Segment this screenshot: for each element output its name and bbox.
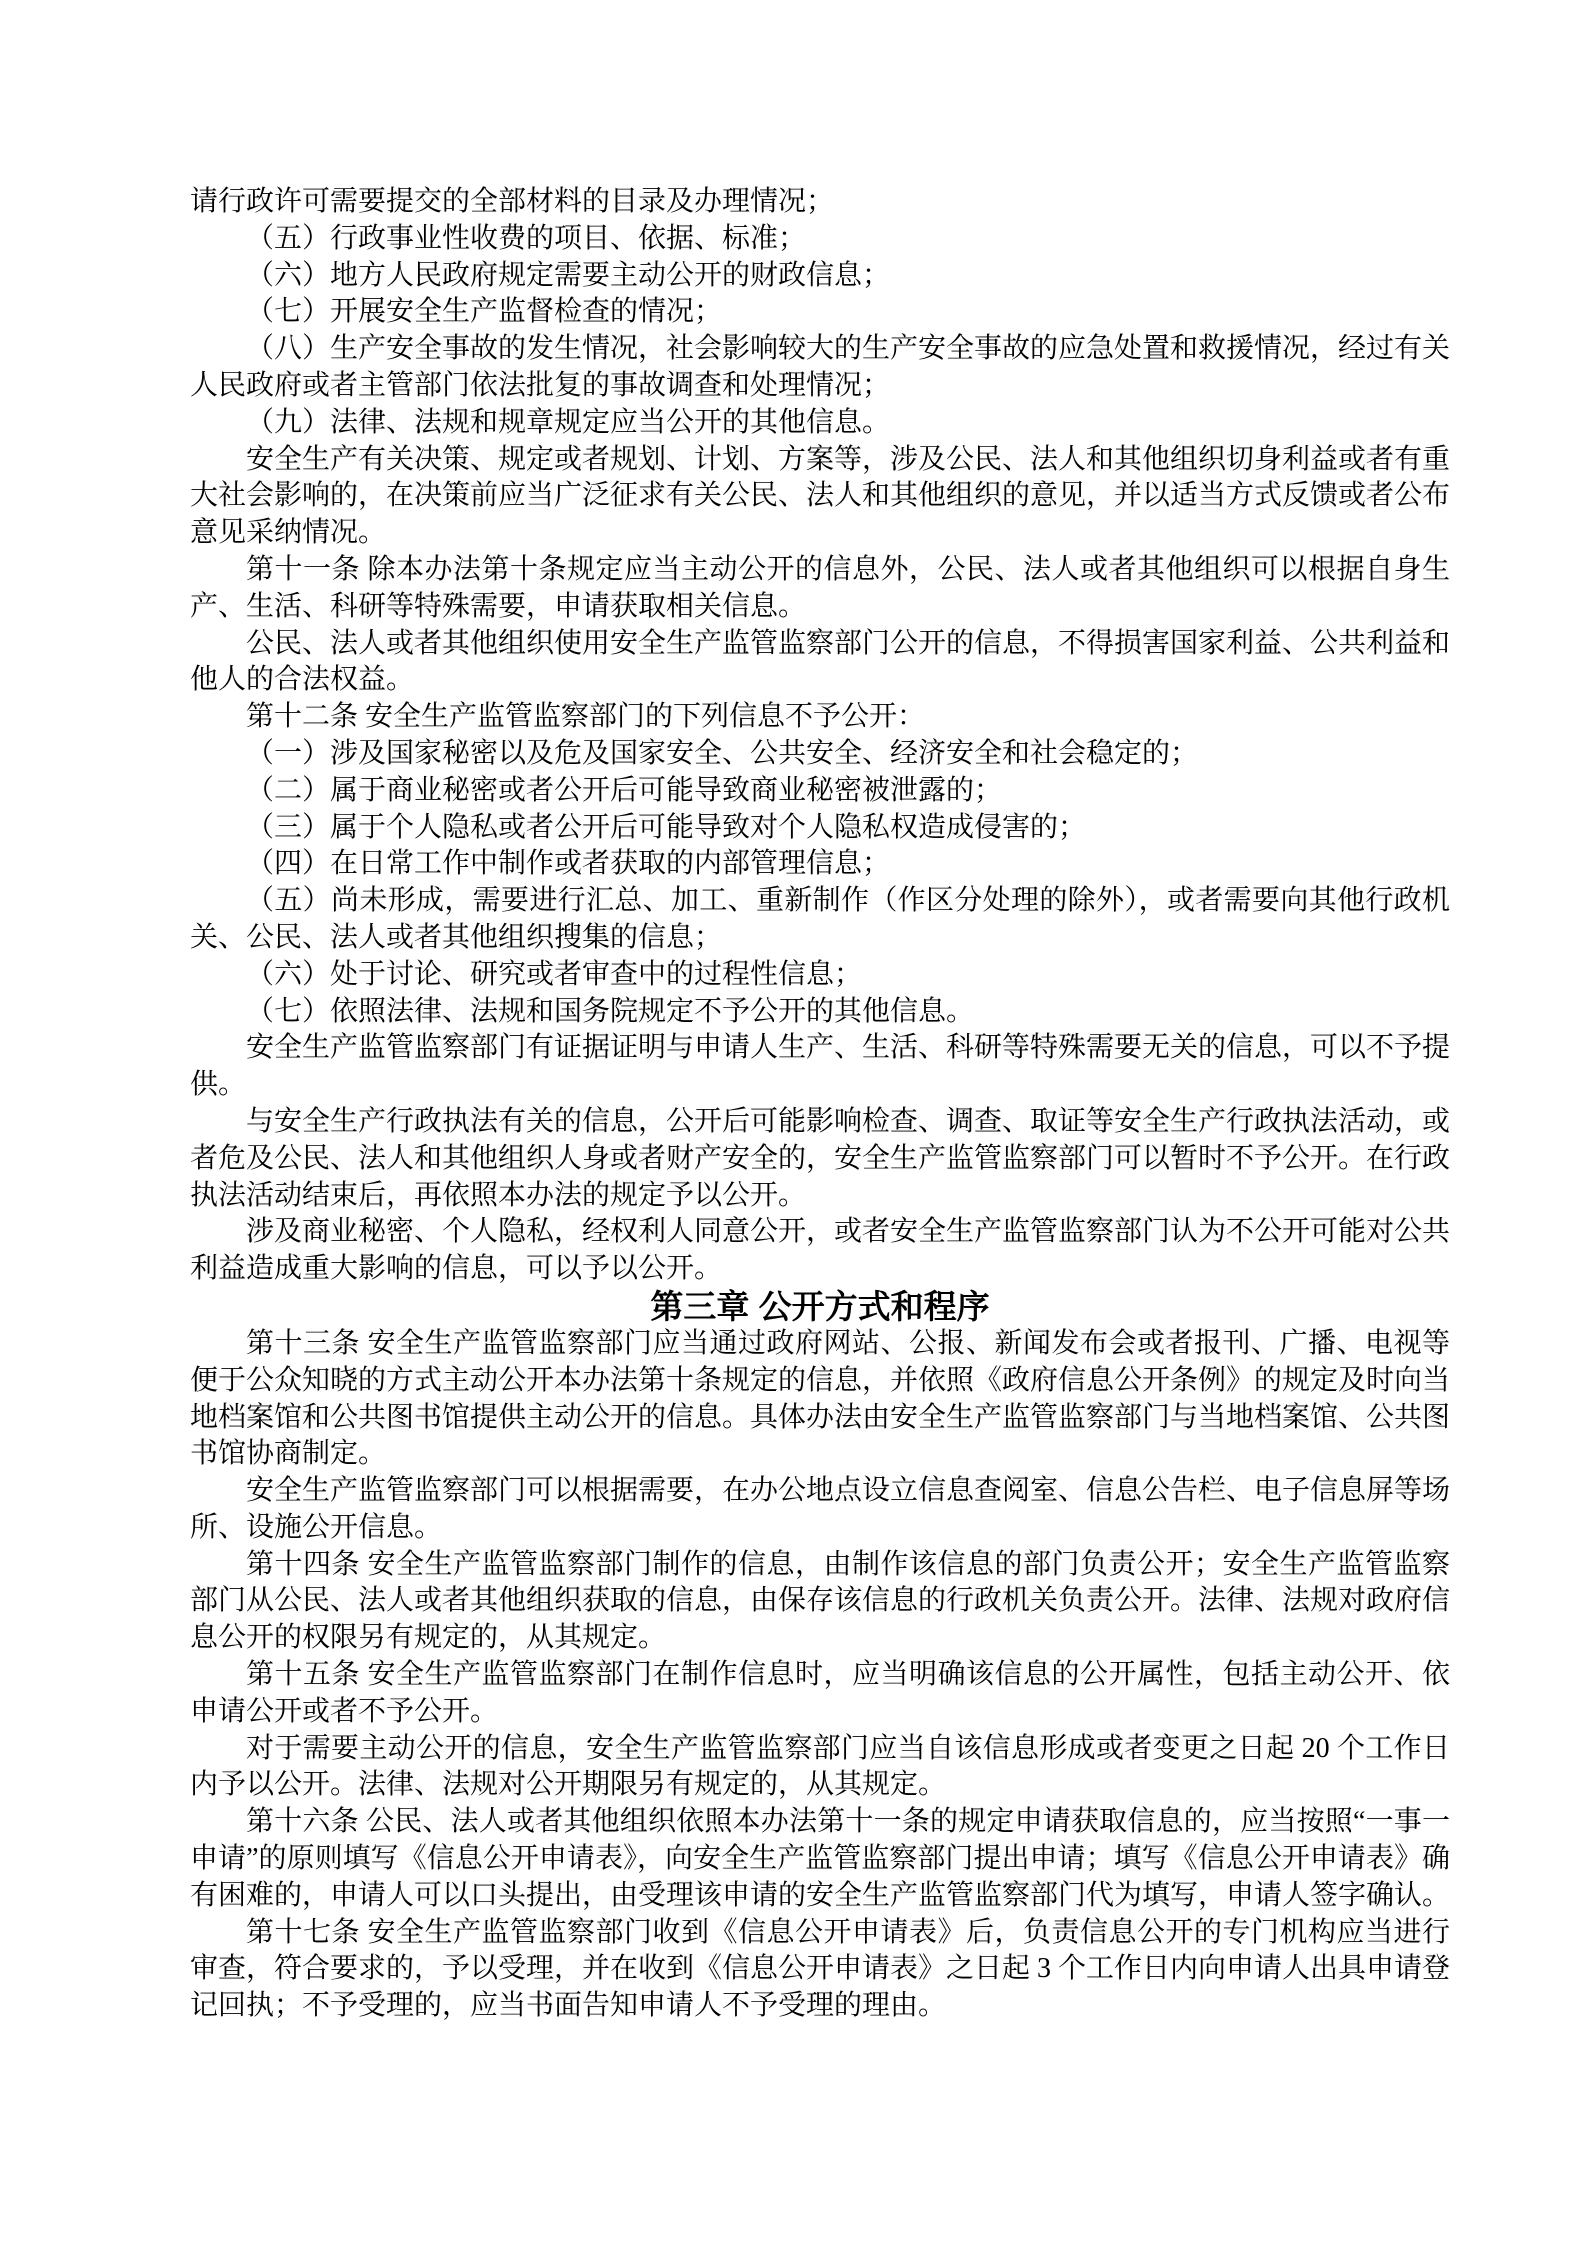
- article-12-item-3: （三）属于个人隐私或者公开后可能导致对个人隐私权造成侵害的；: [246, 811, 1087, 843]
- article-13: 第十三条 安全生产监管监察部门应当通过政府网站、公报、新闻发布会或者报刊、广播、电视等便于公众知晓的方式主动公开本办法第十条规定的信息，并依照《政府信息公开条例》的规定及时向当地档案馆和公共图书馆提供主动公开的信息。具体办法由安全生产监管监察部门与当地档案馆、公共图书馆协商制定。: [190, 1327, 1451, 1470]
- article-15: 第十五条 安全生产监管监察部门在制作信息时，应当明确该信息的公开属性，包括主动公开、依申请公开或者不予公开。: [190, 1659, 1450, 1727]
- paragraph-evidence-unrelated: 安全生产监管监察部门有证据证明与申请人生产、生活、科研等特殊需要无关的信息，可以不予提供。: [190, 1032, 1451, 1101]
- clause-5: （五）行政事业性收费的项目、依据、标准；: [246, 222, 807, 254]
- article-11: 第十一条 除本办法第十条规定应当主动公开的信息外，公民、法人或者其他组织可以根据自身生产、生活、科研等特殊需要，申请获取相关信息。: [190, 553, 1450, 622]
- article-13-paragraph-2: 安全生产监管监察部门可以根据需要，在办公地点设立信息查阅室、信息公告栏、电子信息屏等场所、设施公开信息。: [190, 1475, 1451, 1543]
- article-12-item-6: （六）处于讨论、研究或者审查中的过程性信息；: [246, 958, 863, 990]
- clause-7: （七）开展安全生产监督检查的情况；: [246, 296, 723, 328]
- article-12-item-2: （二）属于商业秘密或者公开后可能导致商业秘密被泄露的；: [246, 774, 1003, 806]
- clause-8: （八）生产安全事故的发生情况，社会影响较大的生产安全事故的应急处置和救援情况，经过有关人民政府或者主管部门依法批复的事故调查和处理情况；: [190, 333, 1451, 401]
- article-11-paragraph-2: 公民、法人或者其他组织使用安全生产监管监察部门公开的信息，不得损害国家利益、公共利益和他人的合法权益。: [190, 627, 1451, 696]
- document-page: [190, 184, 1450, 2025]
- paragraph-consent-disclosure: 涉及商业秘密、个人隐私，经权利人同意公开，或者安全生产监管监察部门认为不公开可能对公共利益造成重大影响的信息，可以予以公开。: [190, 1216, 1451, 1285]
- article-12-item-1: （一）涉及国家秘密以及危及国家安全、公共安全、经济安全和社会稳定的；: [246, 737, 1199, 769]
- paragraph-enforcement-info: 与安全生产行政执法有关的信息，公开后可能影响检查、调查、取证等安全生产行政执法活动，或者危及公民、法人和其他组织人身或者财产安全的，安全生产监管监察部门可以暂时不予公开。在行政执法活动结束后，再依照本办法的规定予以公开。: [190, 1105, 1451, 1211]
- clause-6: （六）地方人民政府规定需要主动公开的财政信息；: [246, 259, 891, 291]
- article-12-item-5: （五）尚未形成，需要进行汇总、加工、重新制作（作区分处理的除外），或者需要向其他行政机关、公民、法人或者其他组织搜集的信息；: [190, 885, 1450, 953]
- article-12: 第十二条 安全生产监管监察部门的下列信息不予公开：: [246, 701, 926, 733]
- chapter-3-heading: 第三章 公开方式和程序: [650, 1287, 990, 1325]
- article-17: 第十七条 安全生产监管监察部门收到《信息公开申请表》后，负责信息公开的专门机构应当进行审查，符合要求的，予以受理，并在收到《信息公开申请表》之日起 3 个工作日内向申请人出具申请登记回执；不予受理的，应当书面告知申请人不予受理的理由。: [190, 1916, 1451, 2022]
- article-14: 第十四条 安全生产监管监察部门制作的信息，由制作该信息的部门负责公开；安全生产监管监察部门从公民、法人或者其他组织获取的信息，由保存该信息的行政机关负责公开。法律、法规对政府信息公开的权限另有规定的，从其规定。: [190, 1548, 1451, 1654]
- paragraph-decision-feedback: 安全生产有关决策、规定或者规划、计划、方案等，涉及公民、法人和其他组织切身利益或者有重大社会影响的，在决策前应当广泛征求有关公民、法人和其他组织的意见，并以适当方式反馈或者公布意见采纳情况。: [190, 443, 1451, 549]
- continuation-paragraph: 请行政许可需要提交的全部材料的目录及办理情况；: [190, 186, 835, 217]
- article-15-paragraph-2: 对于需要主动公开的信息，安全生产监管监察部门应当自该信息形成或者变更之日起 20 个工作日内予以公开。法律、法规对公开期限另有规定的，从其规定。: [190, 1732, 1450, 1801]
- article-16: 第十六条 公民、法人或者其他组织依照本办法第十一条的规定申请获取信息的，应当按照“一事一申请”的原则填写《信息公开申请表》，向安全生产监管监察部门提出申请；填写《信息公开申请表》确有困难的，申请人可以口头提出，由受理该申请的安全生产监管监察部门代为填写，申请人签字确认。: [190, 1806, 1451, 1911]
- clause-9: （九）法律、法规和规章规定应当公开的其他信息。: [246, 406, 891, 438]
- article-12-item-7: （七）依照法律、法规和国务院规定不予公开的其他信息。: [246, 995, 975, 1027]
- article-12-item-4: （四）在日常工作中制作或者获取的内部管理信息；: [246, 848, 891, 880]
